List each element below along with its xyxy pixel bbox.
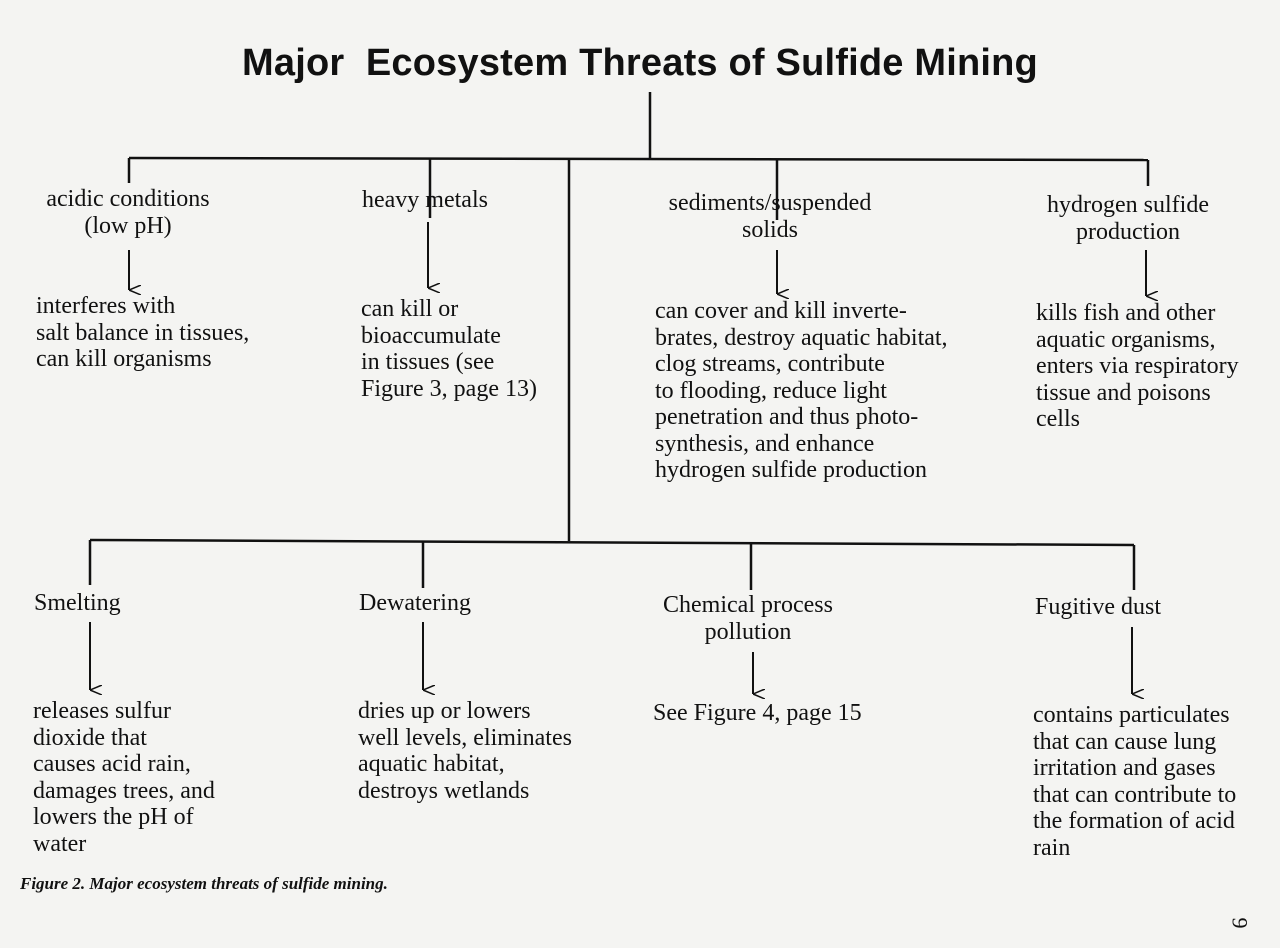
node-fugitive-dust: Fugitive dust xyxy=(1035,594,1162,620)
effect-heavy-metals: can kill or bioaccumulate in tissues (see Figure 3, page 13) xyxy=(361,296,537,402)
diagram-title: Major Ecosystem Threats of Sulfide Mining xyxy=(242,42,1038,84)
effect-acidic-conditions: interferes with salt balance in tissues, can kill organisms xyxy=(36,293,250,372)
node-sediments: sediments/suspended solids xyxy=(668,190,872,243)
node-smelting: Smelting xyxy=(34,590,121,616)
node-chemical-process: Chemical process pollution xyxy=(663,592,833,645)
effect-smelting: releases sulfur dioxide that causes acid rain, damages trees, and lowers the pH of water xyxy=(33,698,215,857)
page-number: 9 xyxy=(1227,917,1253,929)
node-acidic-conditions: acidic conditions (low pH) xyxy=(46,186,210,239)
figure-caption: Figure 2. Major ecosystem threats of sulfide mining. xyxy=(20,874,388,893)
node-heavy-metals: heavy metals xyxy=(362,187,488,213)
node-hydrogen-sulfide: hydrogen sulfide production xyxy=(1047,192,1209,245)
top-branch-bar xyxy=(129,158,1148,160)
effect-dewatering: dries up or lowers well levels, eliminates aquatic habitat, destroys wetlands xyxy=(358,698,572,804)
node-dewatering: Dewatering xyxy=(359,590,471,616)
effect-fugitive-dust: contains particulates that can cause lung irritation and gases that can contribute to the formation of acid rain xyxy=(1033,702,1237,861)
bottom-branch-bar xyxy=(90,540,1134,545)
effect-hydrogen-sulfide: kills fish and other aquatic organisms, enters via respiratory tissue and poisons cells xyxy=(1036,300,1239,432)
effect-sediments: can cover and kill inverte- brates, destroy aquatic habitat, clog streams, contribute to flooding, reduce light penetration and thus photo- synthesis, and enhance hydrogen sulfide production xyxy=(655,298,948,483)
effect-chemical-process: See Figure 4, page 15 xyxy=(653,700,862,726)
